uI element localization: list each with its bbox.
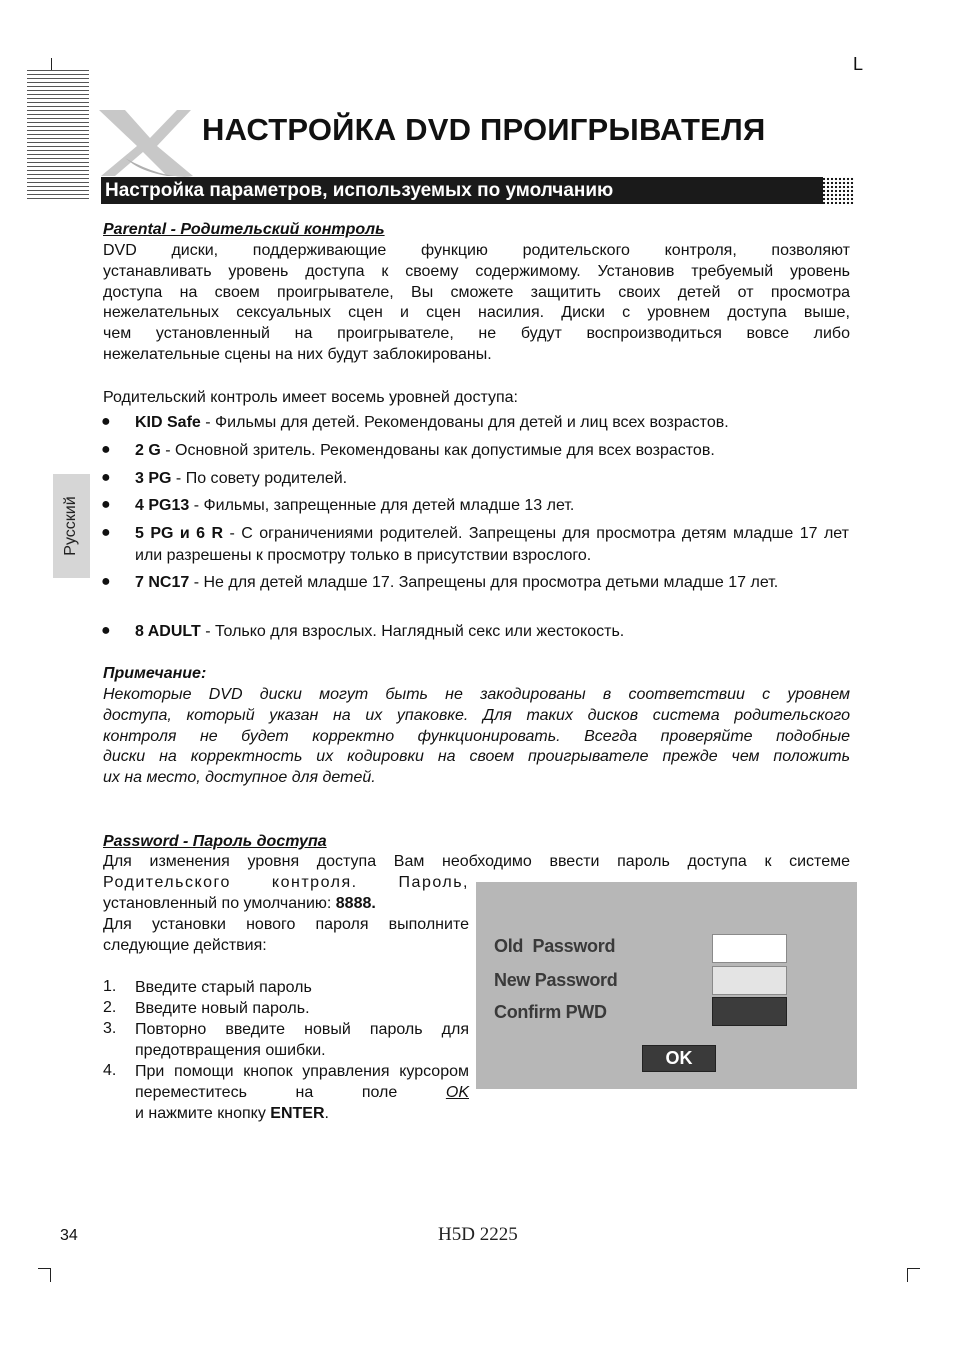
default-password-value: 8888. xyxy=(335,895,376,912)
parental-heading: Parental - Родительский контроль xyxy=(103,221,385,238)
password-line: Для изменения уровня доступа Вам необходимо ввести пароль доступа к системе xyxy=(103,853,850,870)
bullet-dot: ● xyxy=(101,524,111,541)
header-stripes xyxy=(27,70,89,200)
ok-button[interactable]: OK xyxy=(642,1045,716,1072)
levels-intro: Родительский контроль имеет восемь уровней доступа: xyxy=(103,389,518,406)
parental-line: доступа на своем проигрывателе, Вы сможете защитить своих детей от просмотра xyxy=(103,283,850,301)
old-password-label: Old Password xyxy=(494,936,616,956)
language-side-tab-label: Русский xyxy=(62,496,79,556)
password-line: следующие действия: xyxy=(103,937,267,954)
parental-line: устанавливать уровень доступа к своему содержимому. Установив требуемый уровень xyxy=(103,262,850,280)
bullet-dot: ● xyxy=(101,573,111,590)
confirm-password-label: Confirm PWD xyxy=(494,1002,607,1022)
step-4-line-b xyxy=(135,1104,469,1125)
level-name: 4 PG13 xyxy=(135,497,190,514)
password-default-line xyxy=(103,894,376,915)
step-text: Введите новый пароль. xyxy=(135,1000,310,1017)
level-item xyxy=(135,468,849,490)
step-text: Введите старый пароль xyxy=(135,979,312,996)
note-paragraph xyxy=(103,685,850,789)
step-text: Повторно введите новый пароль для предотвращения ошибки. xyxy=(135,1021,469,1059)
step-4-text: При помощи кнопок управления курсором переместитесь на поле xyxy=(135,1063,469,1101)
step-4-enter: ENTER xyxy=(270,1104,325,1122)
password-line: Для установки нового пароля выполните xyxy=(103,916,469,933)
note-line: Некоторые DVD диски могут быть не закодированы в соответствии с уровнем xyxy=(103,686,850,703)
level-desc: - Только для взрослых. Наглядный секс или жестокость. xyxy=(200,623,625,640)
bullet-dot: ● xyxy=(101,441,111,458)
level-desc: - С ограничениями родителей. Запрещены для просмотра детям младше 17 лет или разрешены к просмотру только в присутствии взрослого. xyxy=(135,525,849,564)
level-desc: - Не для детей младше 17. Запрещены для просмотра детьми младше 17 лет. xyxy=(189,574,779,591)
crop-mark-bottom-left-v xyxy=(50,1268,51,1282)
crop-mark-bottom-right-h xyxy=(907,1268,920,1269)
step-4-line-a xyxy=(135,1062,469,1104)
parental-line: чем установленный на проигрывателе, не будут воспроизводиться вовсе либо xyxy=(103,325,850,343)
step-number: 3. xyxy=(103,1020,117,1037)
step-number: 4. xyxy=(103,1062,117,1079)
step-text xyxy=(135,1062,469,1124)
level-item xyxy=(135,412,849,434)
bullet-dot: ● xyxy=(101,413,111,430)
level-desc: - Основной зритель. Рекомендованы как допустимые для всех возрастов. xyxy=(160,442,715,459)
step-4-end: . xyxy=(324,1104,329,1122)
section-bar-dots xyxy=(818,177,854,204)
level-item xyxy=(135,621,849,643)
bullet-dot: ● xyxy=(101,622,111,639)
parental-line: нежелательные сцены на них будут заблокированы. xyxy=(103,345,492,363)
level-desc: - Фильмы, запрещенные для детей младше 13 лет. xyxy=(189,497,575,514)
level-item xyxy=(135,440,849,462)
level-item xyxy=(135,523,849,566)
old-password-field[interactable] xyxy=(712,934,787,963)
step-4-text-b: и нажмите кнопку xyxy=(135,1104,271,1122)
level-name: 5 PG и 6 R xyxy=(135,525,224,542)
level-name: 8 ADULT xyxy=(135,623,201,640)
page-title: НАСТРОЙКА DVD ПРОИГРЫВАТЕЛЯ xyxy=(202,112,766,147)
level-name: 7 NC17 xyxy=(135,574,190,591)
page-number: 34 xyxy=(60,1227,78,1244)
section-bar-title: Настройка параметров, используемых по умолчанию xyxy=(105,180,614,201)
note-line: контроля не будет корректно функционировать. Всегда проверяйте подобные xyxy=(103,727,850,745)
parental-line: DVD диски, поддерживающие функцию родительского контроля, позволяют xyxy=(103,242,850,259)
password-default-prefix: установленный по умолчанию: xyxy=(103,895,336,912)
parental-paragraph xyxy=(103,241,850,366)
note-line: диски на корректность их кодировки на своем проигрывателе прежде чем положить xyxy=(103,748,850,766)
step-number: 1. xyxy=(103,978,117,995)
parental-line: нежелательных сексуальных сцен и сцен насилия. Диски с уровнем доступа выше, xyxy=(103,304,850,322)
x-logo-icon xyxy=(95,108,195,178)
level-item xyxy=(135,572,849,594)
corner-mark-top-right: L xyxy=(853,54,864,74)
level-name: KID Safe xyxy=(135,414,201,431)
level-desc: - Фильмы для детей. Рекомендованы для детей и лиц всех возрастов. xyxy=(200,414,729,431)
level-name: 2 G xyxy=(135,442,161,459)
new-password-label: New Password xyxy=(494,970,618,990)
bullet-dot: ● xyxy=(101,496,111,513)
level-name: 3 PG xyxy=(135,470,172,487)
crop-mark-bottom-right-v xyxy=(907,1268,908,1282)
new-password-field[interactable] xyxy=(712,966,787,995)
crop-mark-bottom-left-h xyxy=(38,1268,51,1269)
confirm-password-field[interactable] xyxy=(712,997,787,1026)
note-line: доступа, который указан на их упаковке. Для таких дисков система родительского xyxy=(103,706,850,724)
password-line: Родительского контроля. Пароль, xyxy=(103,874,469,891)
note-heading: Примечание: xyxy=(103,665,207,682)
step-number: 2. xyxy=(103,999,117,1016)
note-line: их на место, доступное для детей. xyxy=(103,769,376,787)
step-4-ok: OK xyxy=(445,1083,469,1101)
password-heading: Password - Пароль доступа xyxy=(103,833,327,850)
model-logo xyxy=(438,1224,518,1246)
level-desc: - По совету родителей. xyxy=(171,470,348,487)
model-name: H5D 2225 xyxy=(438,1224,518,1245)
bullet-dot: ● xyxy=(101,469,111,486)
level-item xyxy=(135,495,849,517)
